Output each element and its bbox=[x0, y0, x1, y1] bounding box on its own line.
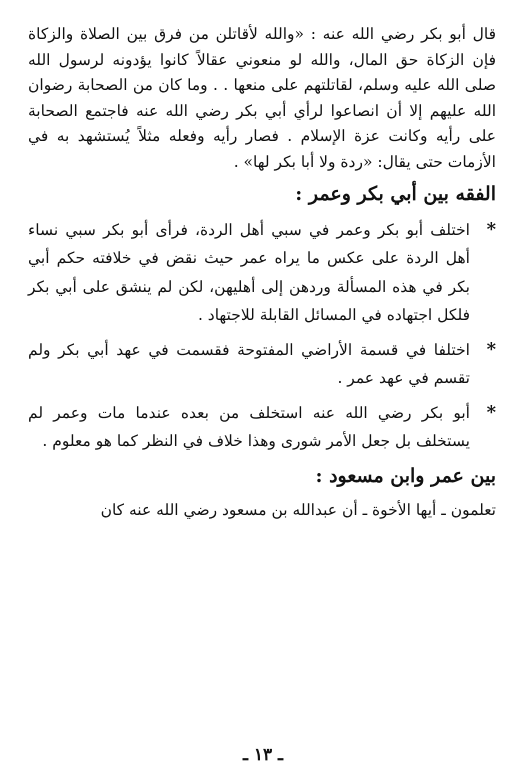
bullet-asterisk: * bbox=[486, 401, 496, 423]
bullet-text: اختلفا في قسمة الأراضي المفتوحة فقسمت في عهد أبي بكر ولم تقسم في عهد عمر . bbox=[28, 340, 470, 388]
closing-paragraph: تعلمون ـ أيها الأخوة ـ أن عبدالله بن مسعود رضي الله عنه كان bbox=[100, 500, 496, 519]
bullet-item bbox=[28, 336, 496, 393]
bullet-text: أبو بكر رضي الله عنه استخلف من بعده عندما مات وعمر لم يستخلف بل جعل الأمر شورى وهذا خلاف في النظر كما هو معلوم . bbox=[28, 403, 470, 451]
section-heading-fiqh: الفقه بين أبي بكر وعمر : bbox=[295, 182, 496, 205]
bullet-item bbox=[28, 216, 496, 330]
section-heading-umar: بين عمر وابن مسعود : bbox=[315, 464, 496, 487]
bullet-item bbox=[28, 399, 496, 456]
bullet-asterisk: * bbox=[486, 218, 496, 240]
page-number: ـ ١٣ ـ bbox=[242, 745, 284, 765]
intro-paragraph: قال أبو بكر رضي الله عنه : «والله لأقاتلن من فرق بين الصلاة والزكاة فإن الزكاة حق المال، والله لو منعوني عقالاً كانوا يؤدونه لرسول الله صلى الله عليه وسلم، لقاتلتهم على منعها . . وما كان من الصحابة رضوان الله عليهم إلا أن انصاعوا لرأي أبي بكر رضي الله عنه فاجتمع الصحابة على رأيه وكانت عزة الإسلام . فصار رأيه وفعله مثلاً يُستشهد به في الأزمات حتى يقال: «ردة ولا أبا بكر لها» . bbox=[28, 25, 496, 171]
page-body bbox=[28, 22, 496, 775]
bullet-text: اختلف أبو بكر وعمر في سبي أهل الردة، فرأى أبو بكر سبي نساء أهل الردة على عكس ما يراه عمر حيث نقض في خلافته حكم أبي بكر في هذه المسألة وردهن إلى أهليهن، لكن لم ينشق على أبي بكر فلكل اجتهاده في المسائل القابلة للاجتهاد . bbox=[28, 220, 470, 325]
bullet-asterisk: * bbox=[486, 338, 496, 360]
